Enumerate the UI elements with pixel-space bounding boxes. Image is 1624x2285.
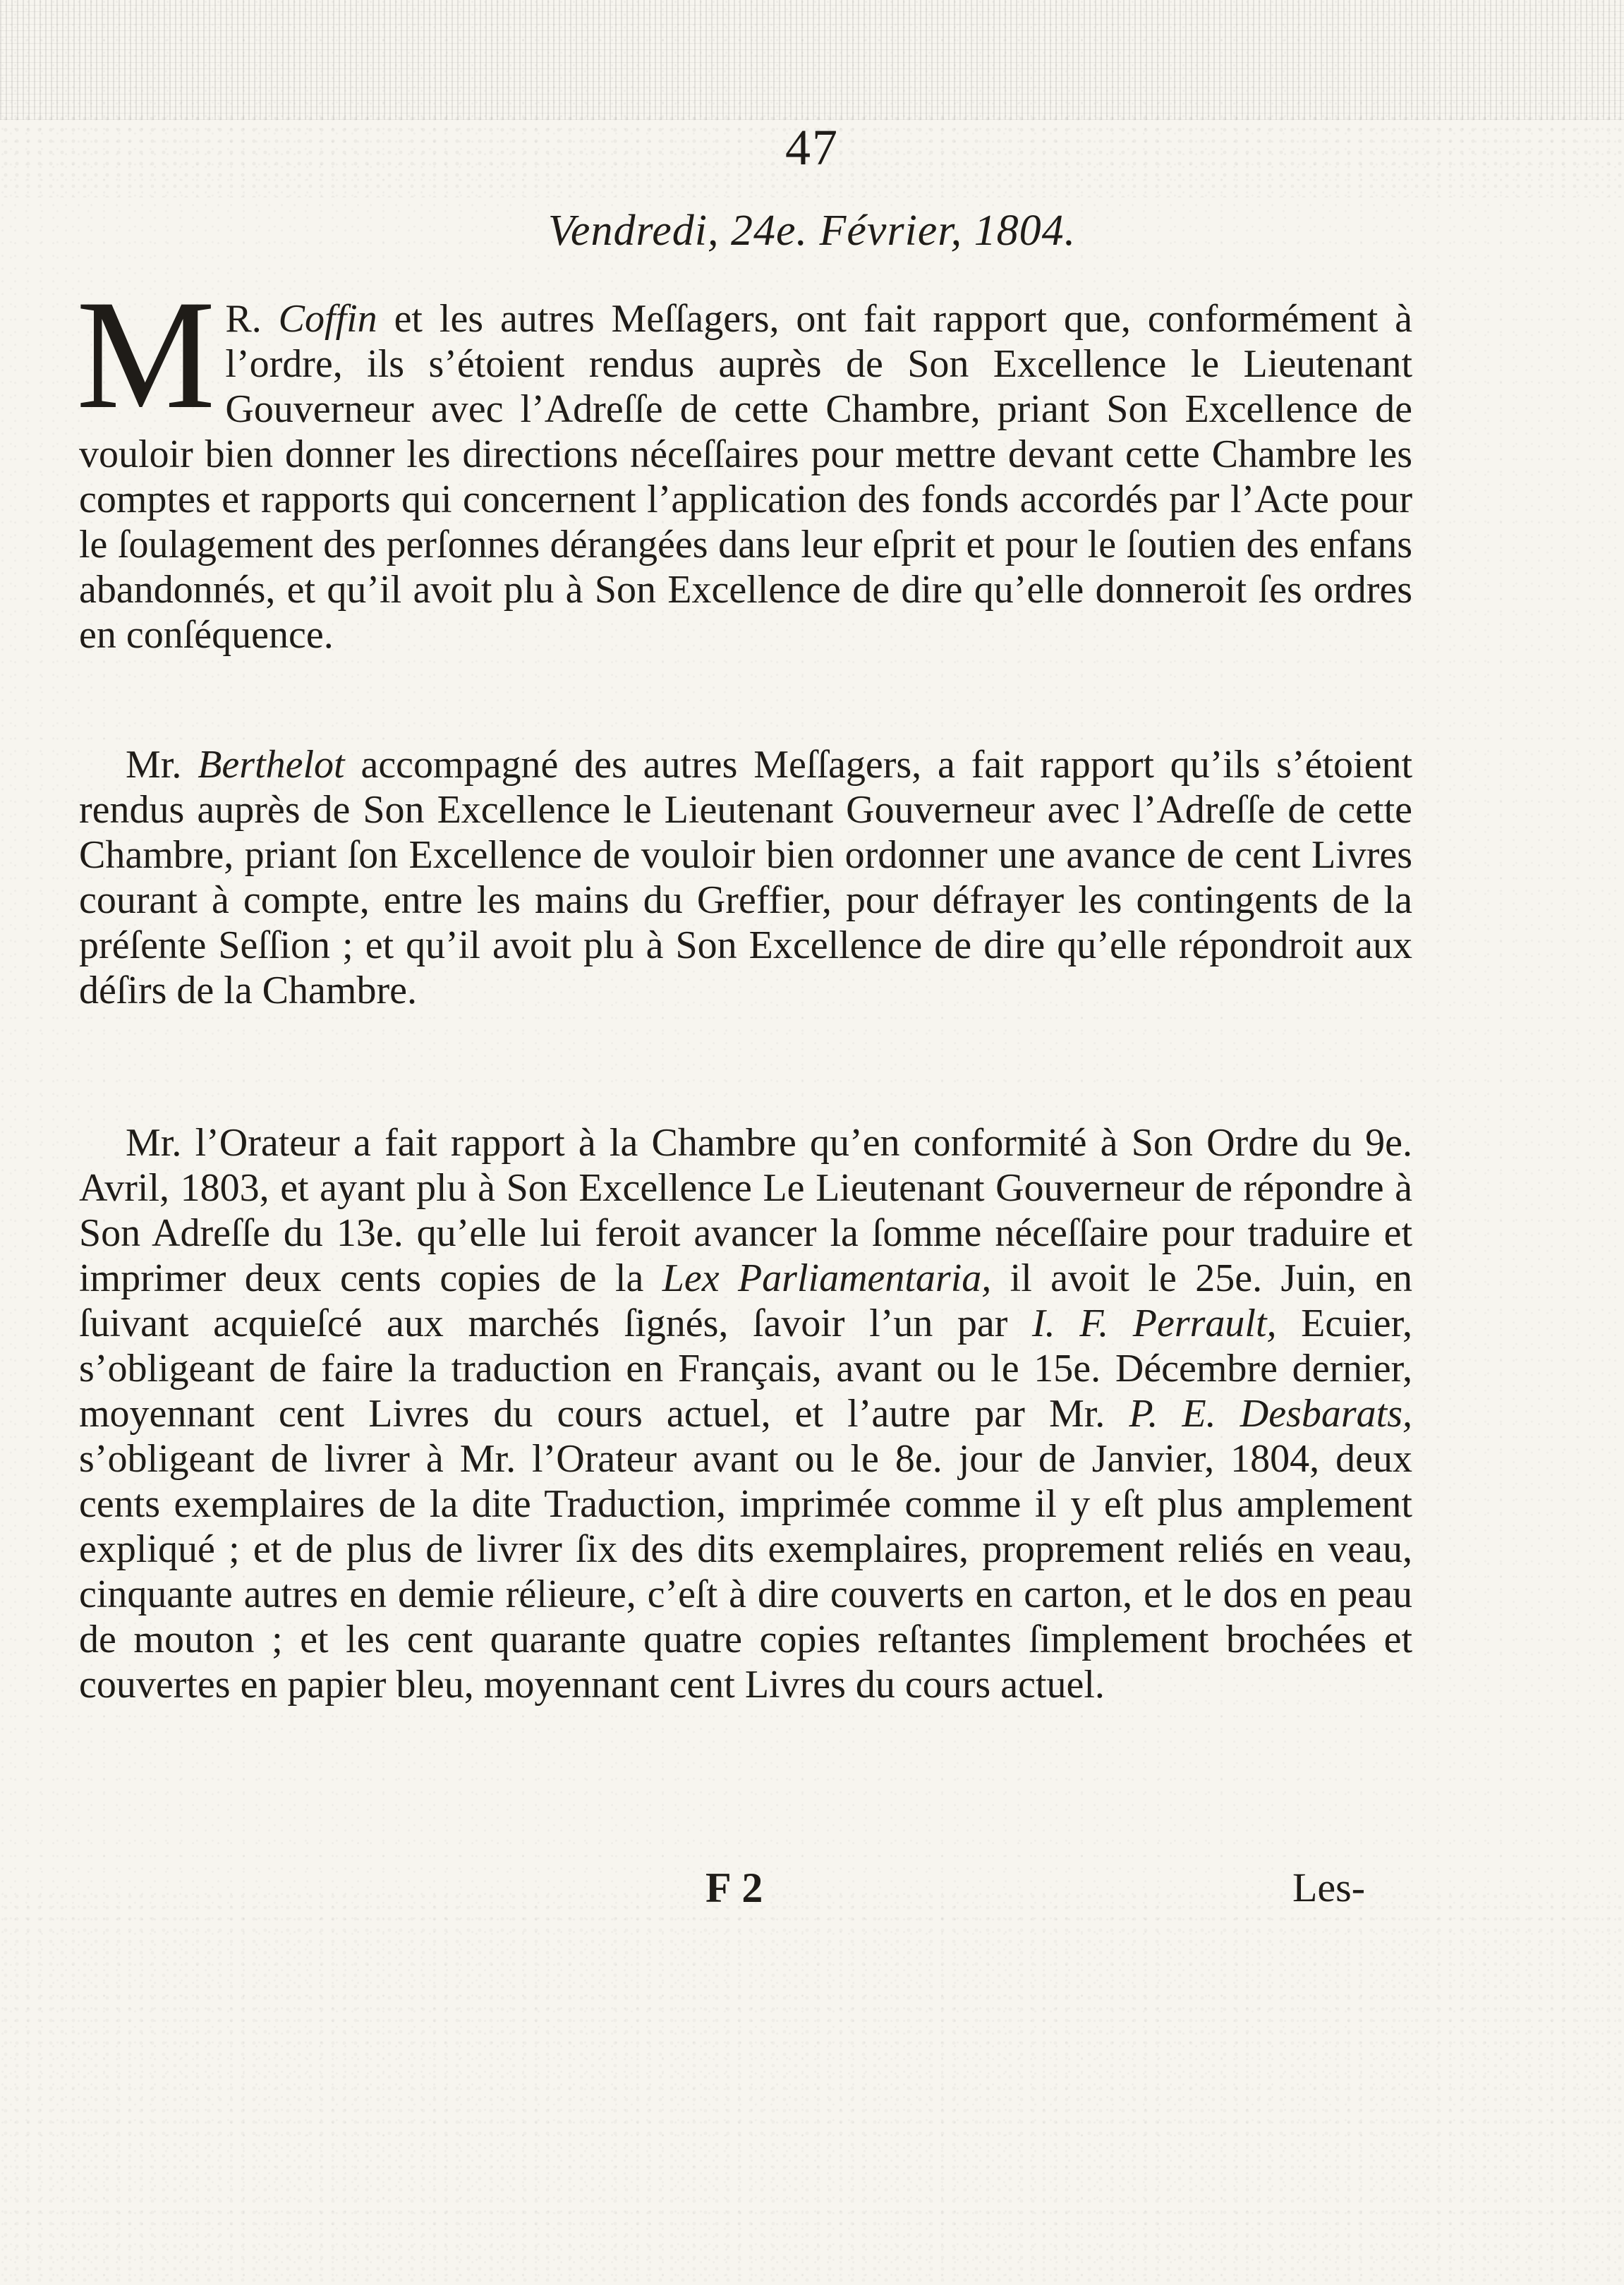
paragraph-2-segment-1: Mr. — [126, 743, 198, 787]
name-desbarats: P. E. Desbarats, — [1129, 1392, 1412, 1436]
name-perrault: I. F. Perrault, — [1032, 1302, 1277, 1345]
scan-noise-top — [0, 0, 1624, 120]
scan-smudge-bottom — [0, 1891, 1624, 2285]
paragraph-3-segment-4: s’obligeant de livrer à Mr. l’Orateur avant ou le 8e. jour de Janvier, 1804, deux cents exemplaires de la dite Traduction, imprimée comme il y eſt plus amplement expliqué ; et de plus de livrer ſix des dits exemplaires, proprement reliés en veau, cinquante autres en demie rélieure, c’eſt à dire couverts en carton, et le dos en peau de mouton ; et les cent quarante quatre copies reſtantes ſimplement brochées et couvertes en papier bleu, moyennant cent Livres du cours actuel. — [79, 1437, 1412, 1707]
name-coffin: Coffin — [278, 297, 377, 341]
paragraph-1-segment-2: et les autres Meſſagers, ont fait rapport que, conformément à l’ordre, ils s’étoient rendus auprès de Son Excellence le Lieutenant Gouverneur avec l’Adreſſe de cette Chambre, priant Son Excellence de vouloir bien donner les directions néceſſaires pour mettre devant cette Chambre les comptes et rapports qui concernent l’application des fonds accordés par l’Acte pour le ſoulagement des perſonnes dérangées dans leur eſprit et pour le ſoutien des enfans abandonnés, et qu’il avoit plu à Son Excellence de dire qu’elle donneroit ſes ordres en conſéquence. — [79, 297, 1412, 657]
paragraph-1 — [76, 268, 1412, 657]
paragraph-3 — [79, 1120, 1412, 1707]
paragraph-1-text — [76, 268, 1412, 657]
date-line: Vendredi, 24e. Février, 1804. — [547, 207, 1077, 255]
paragraph-2 — [79, 742, 1412, 1013]
catchword: Les- — [1292, 1865, 1366, 1910]
paragraph-3-segment-3: Ecuier, s’obligeant de faire la traduction en Français, avant ou le 15e. Décembre dernier, moyennant cent Livres du cours actuel, et l’autre par Mr. — [79, 1302, 1412, 1436]
paragraph-3-segment-1: Mr. l’Orateur a fait rapport à la Chambre qu’en conformité à Son Ordre du 9e. Avril, 1803, et ayant plu à Son Excellence Le Lieutenant Gouverneur de répondre à Son Adreſſe du 13e. qu’elle lui feroit avancer la ſomme néceſſaire pour traduire et imprimer deux cents copies de la — [79, 1121, 1412, 1300]
title-lex-parliamentaria: Lex Parliamentaria, — [662, 1256, 992, 1300]
paragraph-3-text — [79, 1120, 1412, 1707]
drop-cap: M — [76, 268, 216, 442]
paragraph-3-segment-2: il avoit le 25e. Juin, en ſuivant acquieſcé aux marchés ſignés, ſavoir l’un par — [79, 1256, 1412, 1345]
paragraph-2-text — [79, 742, 1412, 1013]
paragraph-2-segment-2: accompagné des autres Meſſagers, a fait rapport qu’ils s’étoient rendus auprès de Son Excellence le Lieutenant Gouverneur avec l’Adreſſe de cette Chambre, priant ſon Excellence de vouloir bien ordonner une avance de cent Livres courant à compte, entre les mains du Greffier, pour défrayer les contingents de la préſente Seſſion ; et qu’il avoit plu à Son Excellence de dire qu’elle répondroit aux déſirs de la Chambre. — [79, 743, 1413, 1012]
page-number: 47 — [785, 119, 839, 176]
name-berthelot: Berthelot — [198, 743, 345, 787]
paragraph-1-segment-1: R. — [225, 297, 279, 341]
signature-mark: F 2 — [705, 1865, 764, 1911]
